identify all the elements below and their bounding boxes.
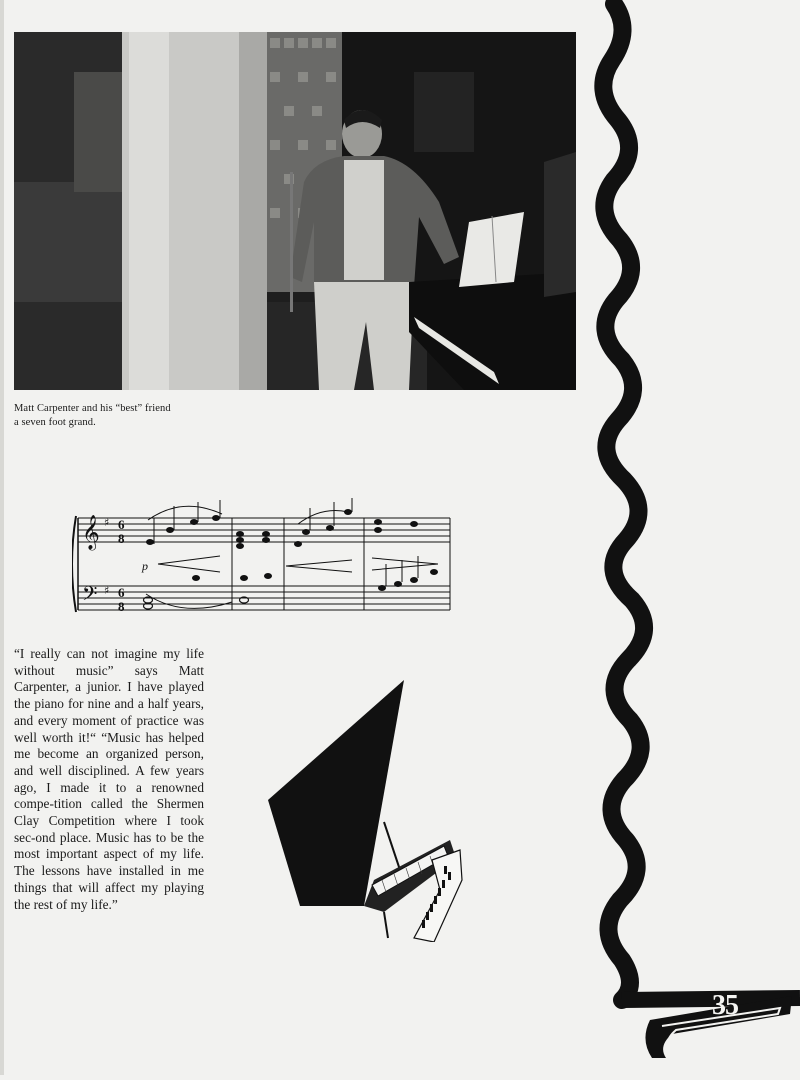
student-piano-photo xyxy=(14,32,576,390)
caption-line-1: Matt Carpenter and his “best” friend xyxy=(14,403,171,414)
time-signature-bottom-bass: 8 xyxy=(118,599,125,614)
time-signature-top-bass: 6 xyxy=(118,585,125,600)
svg-text:𝄢: 𝄢 xyxy=(82,582,98,610)
sheet-music-excerpt xyxy=(72,498,454,620)
svg-text:𝄞: 𝄞 xyxy=(82,515,100,550)
svg-text:♯: ♯ xyxy=(104,584,110,597)
dynamic-marking: p xyxy=(142,559,148,573)
page-binding-edge xyxy=(0,0,4,1075)
wavy-border-decoration xyxy=(592,0,800,1075)
photo-caption xyxy=(14,402,214,430)
caption-line-2: a seven foot grand. xyxy=(14,417,96,428)
page-number: 35 xyxy=(712,990,738,1021)
time-signature-top-treble: 6 xyxy=(118,517,125,532)
time-signature-bottom-treble: 8 xyxy=(118,531,125,546)
grand-piano-illustration xyxy=(264,680,464,942)
article-body: “I really can not imagine my life without music” says Matt Carpenter, a junior. I have played the piano for nine and a half years, and every moment of practice was well worth it!“ “Music has helped me become an organized person, and well disciplined. A few years ago, I made it to a renowned compe-tition called the Shermen Clay Competition where I took sec-ond place. Music has to be the most important aspect of my life. The lessons have installed in me things that will affect my playing the rest of my life.” xyxy=(14,646,204,912)
svg-text:♯: ♯ xyxy=(104,516,110,529)
